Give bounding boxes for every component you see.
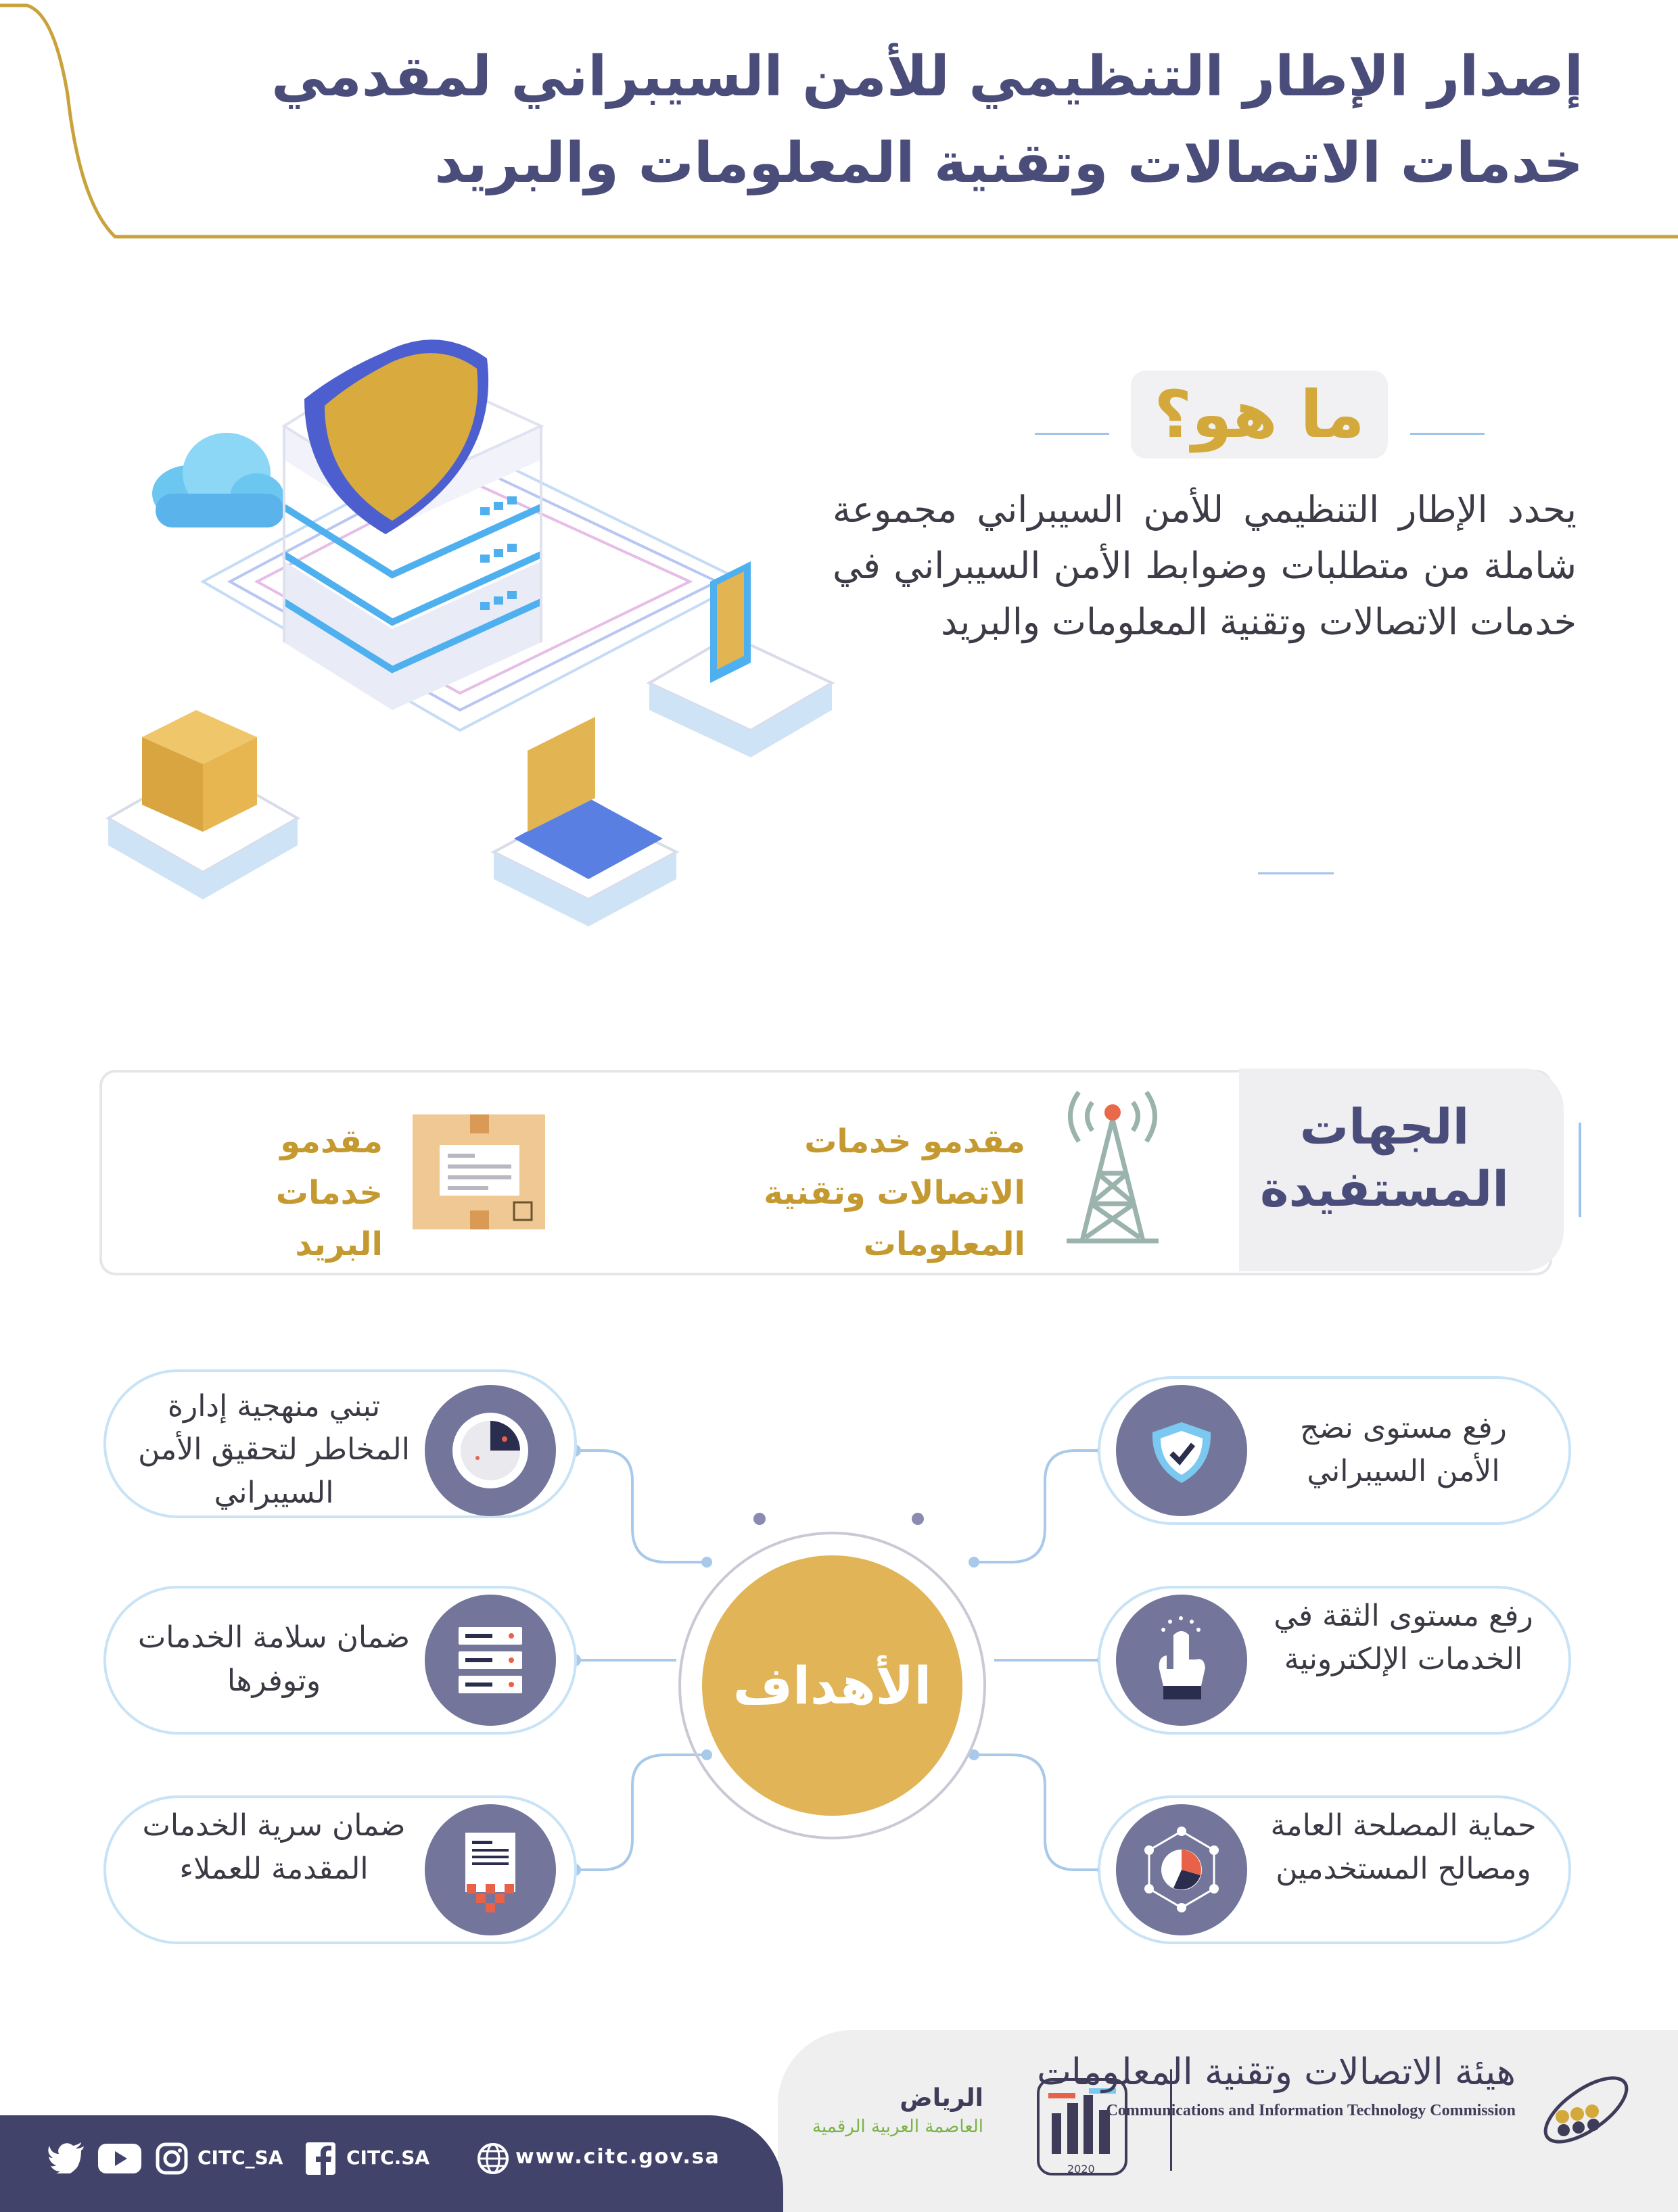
parcel-box-icon [413, 1114, 545, 1229]
goal-label: ضمان سلامة الخدمات وتوفرها [137, 1620, 411, 1698]
goal-label: ضمان سرية الخدمات المقدمة للعملاء [142, 1808, 406, 1886]
package-box-icon [108, 710, 298, 899]
globe-icon [477, 2142, 509, 2175]
beneficiaries-heading: الجهات المستفيدة [1260, 1098, 1509, 1217]
document-icon [425, 1804, 556, 1935]
network-chart-icon [1116, 1804, 1247, 1935]
website-link[interactable]: www.citc.gov.sa [515, 2145, 720, 2169]
goals-title: الأهداف [732, 1655, 932, 1716]
goal-label: رفع مستوى الثقة في الخدمات الإلكترونية [1274, 1599, 1533, 1676]
decor-line [1258, 872, 1334, 874]
shield-check-icon [1116, 1385, 1247, 1516]
org-name-arabic: هيئة الاتصالات وتقنية المعلومات [1037, 2050, 1516, 2093]
riyadh-year: 2020 [1067, 2163, 1095, 2175]
goal-label: تبني منهجية إدارة المخاطر لتحقيق الأمن السيبراني [138, 1389, 410, 1510]
radar-icon [425, 1385, 556, 1516]
social-handle[interactable]: CITC.SA [346, 2146, 430, 2169]
beneficiary-telecom-label: مقدمو خدمات الاتصالات وتقنية المعلومات [764, 1123, 1025, 1263]
twitter-icon[interactable] [47, 2142, 85, 2173]
what-is-heading: ما هو؟ [1154, 377, 1365, 452]
facebook-icon[interactable] [306, 2142, 335, 2175]
citc-logo [1535, 2069, 1637, 2150]
smartphone-icon [649, 561, 832, 757]
touch-hand-icon [1116, 1595, 1247, 1726]
server-icon [425, 1595, 556, 1726]
org-name-english: Communications and Information Technology Commission [1106, 2102, 1516, 2119]
cloud-icon [152, 433, 284, 527]
instagram-icon[interactable] [156, 2142, 188, 2175]
goal-label: رفع مستوى نضج الأمن السيبراني [1300, 1411, 1507, 1488]
page-title: إصدار الإطار التنظيمي للأمن السيبراني لمقدمي خدمات الاتصالات وتقنية المعلومات والبريد [271, 45, 1583, 195]
decor-line [1410, 433, 1485, 435]
decor-line [1579, 1123, 1581, 1217]
cyber-security-illustration [101, 331, 852, 974]
beneficiary-postal-label: مقدمو خدمات البريد [275, 1123, 383, 1263]
riyadh-title: الرياض [900, 2084, 983, 2112]
what-is-body: يحدد الإطار التنظيمي للأمن السيبراني مجموعة شاملة من متطلبات وضوابط الأمن السيبراني في خدمات الاتصالات وتقنية المعلومات والبريد [833, 488, 1577, 643]
shield-icon [304, 339, 488, 534]
youtube-icon[interactable] [98, 2144, 141, 2173]
decor-line [1035, 433, 1109, 435]
cell-tower-icon [1058, 1089, 1167, 1254]
riyadh-subtitle: العاصمة العربية الرقمية [812, 2117, 983, 2137]
goal-label: حماية المصلحة العامة ومصالح المستخدمين [1270, 1808, 1537, 1886]
laptop-icon [494, 717, 676, 926]
social-handle[interactable]: CITC_SA [197, 2146, 283, 2169]
